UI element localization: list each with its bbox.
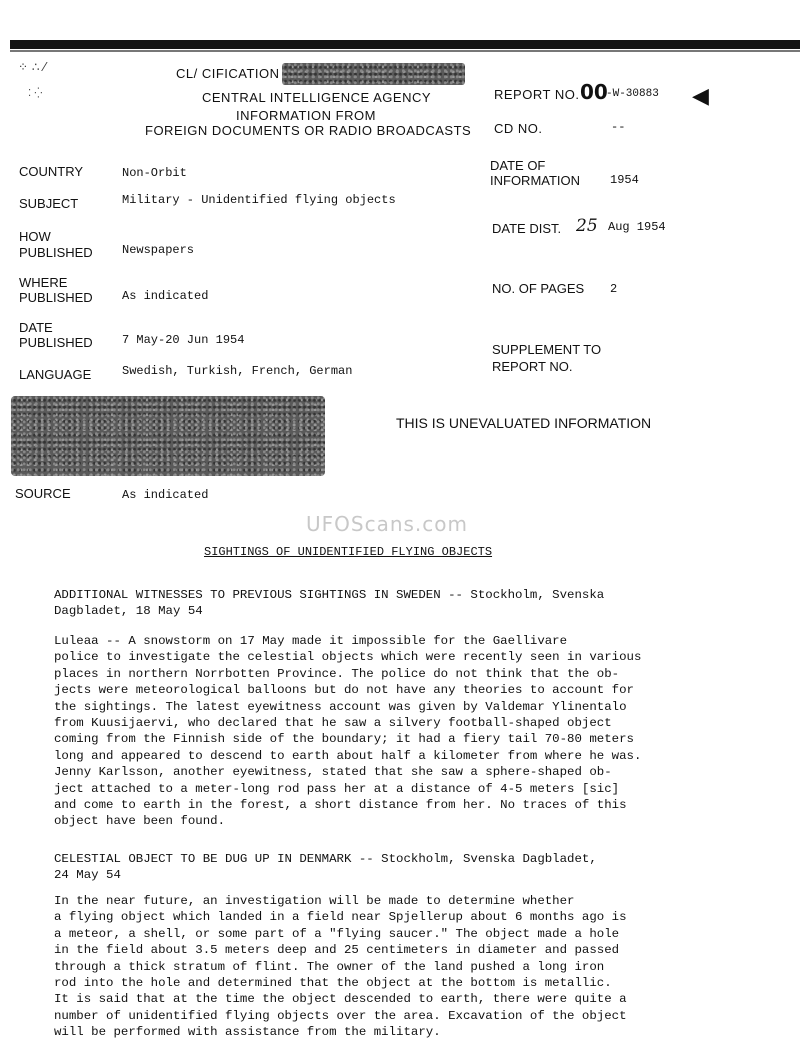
where-published-label-1: WHERE [19, 275, 68, 290]
cd-no-label: CD NO. [494, 121, 543, 136]
date-dist-label: DATE DIST. [492, 221, 562, 236]
country-label: COUNTRY [19, 164, 84, 179]
section-1-line: object have been found. [54, 814, 226, 829]
where-published-label-2: PUBLISHED [19, 290, 93, 305]
subject-value: Military - Unidentified flying objects [122, 193, 396, 207]
language-value: Swedish, Turkish, French, German [122, 364, 353, 378]
ink-smudge-2: ⁚ ⁛ [28, 88, 43, 99]
classification-redaction [282, 63, 465, 85]
date-of-info-label-2: INFORMATION [490, 173, 581, 188]
section-1-body [54, 633, 641, 830]
section-1-line: and come to earth in the forest, a short distance from her. No traces of this [54, 798, 627, 813]
mark-glyph: ◀ [692, 84, 709, 109]
date-dist-rest: Aug 1954 [608, 220, 666, 234]
supplement-label-1: SUPPLEMENT TO [492, 342, 602, 357]
section-1-line: Jenny Karlsson, another eyewitness, stated that she saw a sphere-shaped ob- [54, 765, 612, 780]
section-2-line: will be performed with assistance from the military. [54, 1025, 441, 1040]
section-1-line: ject attached to a meter-long rod pass her at a distance of 4-5 meters [sic] [54, 781, 620, 796]
section-2-line: number of unidentified flying objects over the area. Excavation of the object [54, 1008, 627, 1023]
section-1-line: coming from the Finnish side of the boundary; it had a fiery tail 70-80 meters [54, 732, 634, 747]
unevaluated-notice: THIS IS UNEVALUATED INFORMATION [396, 415, 652, 431]
country-value: Non-Orbit [122, 166, 187, 180]
info-line-2: FOREIGN DOCUMENTS OR RADIO BROADCASTS [145, 123, 472, 138]
section-2-line: rod into the hole and determined that the object at the bottom is metallic. [54, 976, 612, 991]
section-2-line: In the near future, an investigation will be made to determine whether [54, 894, 575, 908]
section-1 [54, 587, 604, 620]
subject-label: SUBJECT [19, 196, 79, 211]
top-border-bar [10, 40, 800, 49]
section-2-line: a meteor, a shell, or some part of a "flying saucer." The object made a hole [54, 926, 620, 941]
section-1-line: the sightings. The latest eyewitness account was given by Valdemar Ylinentalo [54, 699, 627, 714]
section-1-heading-2: Dagbladet, 18 May 54 [54, 604, 203, 619]
cd-no-value: -- [611, 120, 626, 134]
section-1-heading-1: ADDITIONAL WITNESSES TO PREVIOUS SIGHTINGS IN SWEDEN -- Stockholm, Svenska [54, 588, 605, 602]
classification-label: CL/ CIFICATION [176, 66, 280, 81]
section-1-line: from Kuusijaervi, who declared that he saw a silvery football-shaped object [54, 716, 612, 731]
article-title: SIGHTINGS OF UNIDENTIFIED FLYING OBJECTS [204, 545, 493, 559]
ink-smudge: ⁘ ∴ ⁄ [18, 60, 46, 74]
watermark: UFOScans.com [306, 512, 468, 536]
report-no-suffix: -W-30883 [606, 88, 659, 100]
date-published-label-1: DATE [19, 320, 53, 335]
section-2-body [54, 893, 627, 1041]
section-2-heading-1: CELESTIAL OBJECT TO BE DUG UP IN DENMARK -- Stockholm, Svenska Dagbladet, [54, 852, 597, 866]
top-border-line [10, 50, 800, 52]
section-1-line: police to investigate the celestial objects which were recently seen in various [54, 650, 642, 665]
section-1-line: Luleaa -- A snowstorm on 17 May made it impossible for the Gaellivare [54, 634, 568, 648]
how-published-label-1: HOW [19, 229, 51, 244]
how-published-value: Newspapers [122, 243, 195, 257]
how-published-label-2: PUBLISHED [19, 245, 93, 260]
section-2-line: in the field about 3.5 meters deep and 25 centimeters in diameter and passed [54, 943, 620, 958]
date-of-info-label-1: DATE OF [490, 158, 546, 173]
section-1-line: long and appeared to descend to earth about half a kilometer from where he was. [54, 748, 642, 763]
source-label: SOURCE [15, 486, 71, 501]
section-2-heading-2: 24 May 54 [54, 868, 121, 883]
date-published-value: 7 May-20 Jun 1954 [122, 333, 245, 347]
section-2 [54, 851, 597, 884]
pages-label: NO. OF PAGES [492, 281, 585, 296]
agency-name: CENTRAL INTELLIGENCE AGENCY [202, 90, 432, 105]
report-no-value: 00 [580, 80, 608, 104]
source-redaction [11, 396, 325, 476]
language-label: LANGUAGE [19, 367, 92, 382]
pages-value: 2 [610, 282, 618, 296]
section-2-line: It is said that at the time the object descended to earth, there were quite a [54, 992, 627, 1007]
source-value: As indicated [122, 488, 209, 502]
section-2-line: through a thick stratum of flint. The owner of the land pushed a long iron [54, 959, 605, 974]
section-1-line: jects were meteorological balloons but do not have any theories to account for [54, 683, 634, 698]
date-dist-day: 25 [576, 216, 598, 236]
where-published-value: As indicated [122, 289, 209, 303]
section-1-line: places in northern Norrbotten Province. The police do not think that the ob- [54, 666, 620, 681]
report-no-label: REPORT NO. [494, 87, 580, 102]
supplement-label-2: REPORT NO. [492, 359, 573, 374]
date-of-info-value: 1954 [610, 173, 639, 187]
section-2-line: a flying object which landed in a field near Spjellerup about 6 months ago is [54, 910, 627, 925]
date-published-label-2: PUBLISHED [19, 335, 93, 350]
info-line-1: INFORMATION FROM [236, 108, 376, 123]
